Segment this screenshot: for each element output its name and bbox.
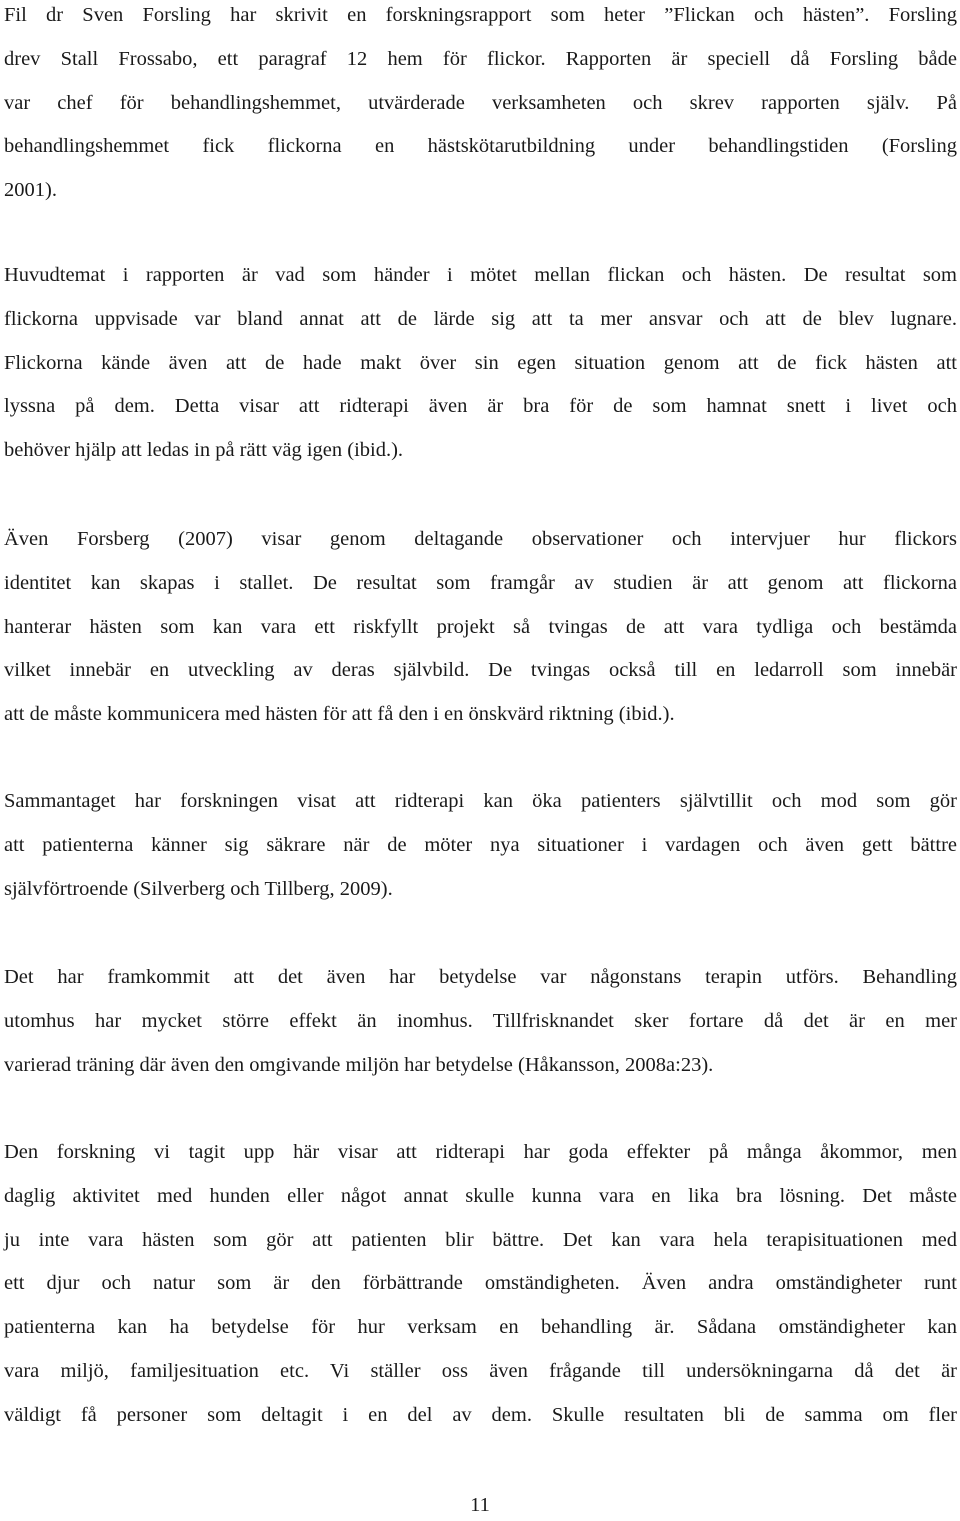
paragraph-forsling-report — [4, 0, 957, 213]
text-line: Huvudtemat i rapporten är vad som händer i mötet mellan flickan och hästen. De resultat som — [4, 264, 957, 286]
text-line: att patienterna känner sig säkrare när de möter nya situationer i vardagen och även gett bättre — [4, 833, 957, 856]
text-line: Den forskning vi tagit upp här visar att ridterapi har goda effekter på många åkommor, men — [4, 1141, 957, 1163]
text-line: hanterar hästen som kan vara ett riskfyllt projekt så tvingas de att vara tydliga och bestämda — [4, 615, 957, 638]
text-line: väldigt få personer som deltagit i en del av dem. Skulle resultaten bli de samma om fler — [4, 1403, 957, 1426]
paragraph-discussion — [4, 1131, 957, 1438]
text-line: patienterna kan ha betydelse för hur verksam en behandling är. Sådana omständigheter kan — [4, 1316, 957, 1339]
text-line: vara miljö, familjesituation etc. Vi ställer oss även frågande till undersökningarna då det är — [4, 1359, 957, 1382]
paragraph-summary — [4, 780, 957, 911]
text-line: ett djur och natur som är den förbättrande omständigheten. Även andra omständigheter runt — [4, 1272, 957, 1295]
text-line: drev Stall Frossabo, ett paragraf 12 hem för flickor. Rapporten är speciell då Forsling både — [4, 47, 957, 70]
page-number: 11 — [470, 1494, 490, 1516]
text-line: flickorna uppvisade var bland annat att de lärde sig att ta mer ansvar och att de blev lugnare. — [4, 307, 957, 330]
text-line: utomhus har mycket större effekt än inomhus. Tillfrisknandet sker fortare då det är en mer — [4, 1009, 957, 1032]
paragraph-outdoor-therapy — [4, 956, 957, 1087]
text-line: var chef för behandlingshemmet, utvärderade verksamheten och skrev rapporten själv. På — [4, 91, 957, 114]
text-line: Fil dr Sven Forsling har skrivit en forskningsrapport som heter ”Flickan och hästen”. Forsling — [4, 4, 957, 26]
text-line: varierad träning där även den omgivande miljön har betydelse (Håkansson, 2008a:23). — [4, 1053, 714, 1076]
text-line: ju inte vara hästen som gör att patienten blir bättre. Det kan vara hela terapisituationen med — [4, 1228, 957, 1251]
paragraph-forsberg-study — [4, 518, 957, 737]
text-line: vilket innebär en utveckling av deras självbild. De tvingas också till en ledarroll som innebär — [4, 659, 957, 682]
text-line: självförtroende (Silverberg och Tillberg, 2009). — [4, 877, 393, 900]
text-line: behöver hjälp att ledas in på rätt väg igen (ibid.). — [4, 439, 404, 462]
text-line: att de måste kommunicera med hästen för att få den i en önskvärd riktning (ibid.). — [4, 703, 675, 726]
paragraph-main-theme — [4, 254, 957, 473]
text-line: Flickorna kände även att de hade makt över sin egen situation genom att de fick hästen att — [4, 351, 957, 374]
text-line: behandlingshemmet fick flickorna en hästskötarutbildning under behandlingstiden (Forsling — [4, 135, 957, 158]
text-line: identitet kan skapas i stallet. De resultat som framgår av studien är att genom att flickorna — [4, 571, 957, 594]
text-line: 2001). — [4, 179, 57, 202]
text-line: lyssna på dem. Detta visar att ridterapi även är bra för de som hamnat snett i livet och — [4, 395, 957, 418]
text-line: Även Forsberg (2007) visar genom deltagande observationer och intervjuer hur flickors — [4, 528, 957, 550]
text-line: Det har framkommit att det även har betydelse var någonstans terapin utförs. Behandling — [4, 966, 957, 988]
text-line: daglig aktivitet med hunden eller något annat skulle kunna vara en lika bra lösning. Det måste — [4, 1184, 957, 1207]
text-line: Sammantaget har forskningen visat att ridterapi kan öka patienters självtillit och mod som gör — [4, 790, 957, 812]
